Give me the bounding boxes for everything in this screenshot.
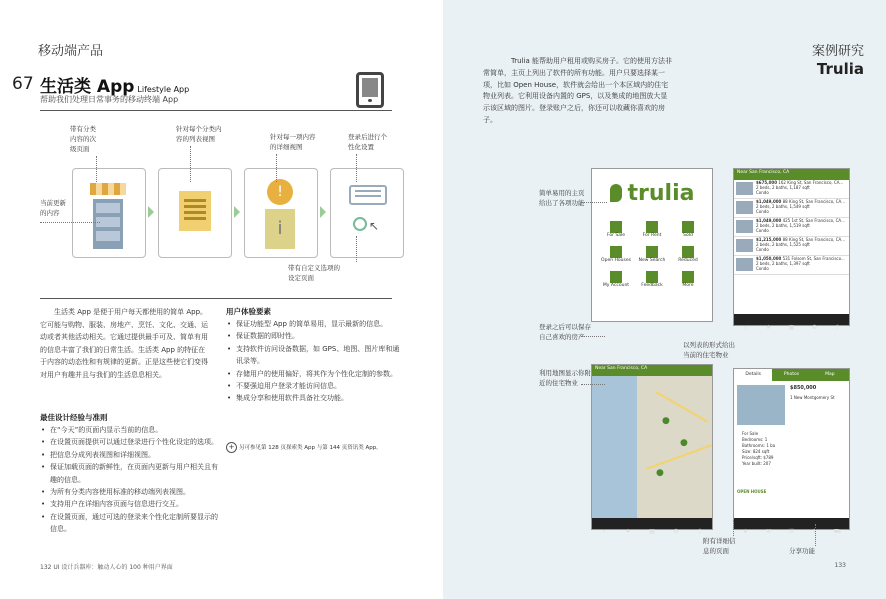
mail-icon[interactable]: ✉ <box>765 528 772 535</box>
note-current-updates: 当前更新 的内容 <box>40 199 66 217</box>
guideline-item: • 在设置页面，通过可选的登录来个性化定制所要显示的信息。 <box>50 511 222 536</box>
logo-text: trulia <box>627 180 695 206</box>
tab-bar <box>734 314 849 331</box>
page-footer: 132 UI 设计兵器库：触动人心的 100 种用户界面 <box>40 564 173 571</box>
trulia-map-screen <box>591 364 713 535</box>
case-intro: Trulia 能帮助用户租用或购买房子。它的使用方法非常简单，主页上列出了软件的所有功能。用户只要选择某一项，比如 Open House，软件就会给出一个本区域内的住宅物业列表。它利用设备内置的 GPS，以及集成的地图放大显示该区域的图片。登录账户之后，你还可以收藏你喜欢的房子。 <box>483 57 672 124</box>
detail-address: 1 New Montgomery St <box>790 395 835 400</box>
car-icon[interactable]: ⛟ <box>833 528 842 535</box>
tab-bar <box>734 518 849 535</box>
star-icon[interactable]: ★ <box>742 528 749 535</box>
house-icon <box>610 221 622 233</box>
search-icon <box>646 246 658 258</box>
search-icon[interactable]: ⌕ <box>743 324 748 331</box>
entry-title-text: 生活类 App <box>40 77 135 97</box>
tablet-icon <box>356 72 384 108</box>
for-rent-button[interactable]: For Rent <box>634 221 670 238</box>
store-awning-icon <box>90 183 126 195</box>
location-pin-icon <box>610 184 622 202</box>
title-rule <box>40 110 392 111</box>
diagram-card-list <box>158 168 232 258</box>
note-login-settings: 登录后进行个 性化设置 <box>348 133 387 151</box>
diagram-card-settings <box>330 168 404 258</box>
leader-line <box>733 520 734 536</box>
flow-arrow-icon <box>148 206 154 218</box>
more-button[interactable]: More <box>670 271 706 288</box>
ux-item: • 不要强迫用户登录才能访问信息。 <box>236 380 406 392</box>
leader-line <box>276 154 277 182</box>
more-dots-icon <box>682 271 694 283</box>
open-house-label: OPEN HOUSE <box>737 489 767 494</box>
map-pin-icon[interactable]: ● <box>662 416 670 426</box>
ux-item: • 保证功能型 App 的简单易用，显示最新的信息。 <box>236 318 406 330</box>
ux-item: • 存储用户的使用偏好，将其作为个性化定制的参数。 <box>236 368 406 380</box>
share-icon[interactable]: ⇪ <box>697 528 703 535</box>
grid-icon[interactable]: ▦ <box>788 324 795 331</box>
entry-title-en: Lifestyle App <box>137 85 190 94</box>
list-item[interactable]: $1,215,000 88 King St, San Francisco, CA... 2 beds, 2 baths, 1,525 sqft Condo <box>734 237 849 256</box>
home-button-grid <box>592 217 712 292</box>
trulia-detail-screen <box>733 368 850 535</box>
entry-number: 67 <box>12 74 34 94</box>
diagram-card-detail <box>244 168 318 258</box>
list-box-icon <box>179 191 211 231</box>
for-sale-button[interactable]: For Sale <box>598 221 634 238</box>
guideline-item: • 在设置页面提供可以通过登录进行个性化设定的选项。 <box>50 436 222 448</box>
guideline-item: • 支持用户在详细内容页面与信息进行交互。 <box>50 498 222 510</box>
flow-arrow-icon <box>320 206 326 218</box>
leader-line <box>40 222 100 223</box>
map-header: Near San Francisco, CA <box>592 365 712 376</box>
detail-tabs <box>734 369 849 381</box>
diagram-rule <box>40 298 392 299</box>
tab-map[interactable]: Map <box>825 372 835 377</box>
guidelines-heading: 最佳设计经验与准则 <box>40 413 108 422</box>
intro-paragraph: 生活类 App 是便于用户每天都使用的简单 App。它可能与购物、服装、房地产、烹饪、文化、交通、运动或者其他活动相关。它通过提供最手可及、简单有用的信息丰富了我们的日常生活。生活类 App 的特征在于内容的动态性和有规律的更新。正是这些使它们变得对用户有趣并且与我们的生活息息相关。 <box>40 308 208 379</box>
note-settings-page: 带有自定义选项的 设定页面 <box>288 264 340 282</box>
note-list: 以列表的形式给出 当前的住宅物业 <box>683 341 735 359</box>
leader-line <box>190 146 191 182</box>
guidelines-list <box>40 424 222 536</box>
case-title: Trulia <box>816 60 864 78</box>
gear-icon[interactable]: ⚙ <box>811 324 818 331</box>
case-study-label: 案例研究 <box>811 44 864 59</box>
note-map: 利用地图显示你附 近的住宅物业 <box>539 369 591 387</box>
new-search-button[interactable]: New Search <box>634 246 670 263</box>
list-item[interactable]: $1,050,000 531 Folsom St, San Francisco... 2 beds, 2 baths, 1,397 sqft Condo <box>734 256 849 275</box>
note-detail: 附有详细信 息的页面 <box>703 537 736 555</box>
guideline-item: • 为所有分类内容使用标准的移动端列表视图。 <box>50 486 222 498</box>
guideline-item: • 把信息分成列表视图和详细视图。 <box>50 449 222 461</box>
page-number: 133 <box>834 562 846 569</box>
tab-photos[interactable]: Photos <box>783 372 800 377</box>
map-view[interactable] <box>592 376 712 518</box>
list-item[interactable]: $675,000 162 King St, San Francisco, CA... 2 beds, 2 baths, 1,187 sqft Condo <box>734 180 849 199</box>
ux-heading: 用户体验要素 <box>226 307 271 316</box>
entry-subtitle: 帮助我们处理日常事务的移动终端 App <box>40 95 179 104</box>
down-arrow-icon <box>682 246 694 258</box>
leader-line <box>581 384 605 385</box>
detail-facts: For Sale Bedrooms: 1 Bathrooms: 1 ba Size: 824 sqft Price/sqft: $789 Year built: 207 <box>742 431 776 466</box>
trulia-list-screen <box>733 168 850 331</box>
open-house-icon <box>610 246 622 258</box>
section-label: 移动端产品 <box>38 44 104 59</box>
ux-item: • 保证数据的即时性。 <box>236 330 406 342</box>
phone-icon[interactable]: ☏ <box>787 528 796 535</box>
note-home: 简单易用的主页 给出了各项功能 <box>539 189 585 207</box>
note-share: 分享功能 <box>789 547 815 555</box>
note-favorites: 登录之后可以保存 自己喜欢的房产 <box>539 323 591 341</box>
sold-sign-icon <box>682 221 694 233</box>
guideline-item: • 保证加载页面的新鲜性，在页面内更新与用户相关且有趣的信息。 <box>50 461 222 486</box>
feedback-button[interactable]: Feedback <box>634 271 670 288</box>
map-pin-icon[interactable]: ● <box>680 438 688 448</box>
gear-icon[interactable]: ⚙ <box>673 528 679 535</box>
open-houses-button[interactable]: Open Houses <box>598 246 634 263</box>
my-account-button[interactable]: My Account <box>598 271 634 288</box>
trulia-home-screen <box>591 168 713 322</box>
leader-line <box>581 202 607 203</box>
chat-bubble-icon <box>646 271 658 283</box>
document-icon: i <box>265 209 295 249</box>
leader-line <box>581 336 605 337</box>
tab-bar <box>592 518 712 535</box>
see-also-note: 另可参见第 128 页探索类 App 与第 144 页资讯类 App。 <box>239 445 382 451</box>
note-detail-view: 针对每一项内容 的详细视图 <box>270 133 316 151</box>
drawer-cabinet-icon <box>93 199 123 249</box>
leader-line <box>356 154 357 182</box>
leader-line <box>96 156 97 182</box>
diagram-card-category <box>72 168 146 258</box>
search-icon[interactable]: ⌕ <box>602 528 606 535</box>
leader-line <box>356 236 357 262</box>
cursor-icon: ↖ <box>369 219 380 233</box>
property-photo[interactable] <box>737 385 785 425</box>
list-item[interactable]: $1,049,000 88 King St, San Francisco, CA... 2 beds, 2 baths, 1,549 sqft Condo <box>734 199 849 218</box>
user-icon <box>610 271 622 283</box>
ux-list <box>226 318 406 405</box>
share-icon[interactable]: ⇪ <box>811 528 818 535</box>
right-page <box>443 0 886 599</box>
note-category-page: 带有分类 内容的次 级页面 <box>70 125 96 153</box>
note-list-view: 针对每个分类内 容的列表视图 <box>176 125 222 143</box>
star-icon[interactable]: ★ <box>625 528 631 535</box>
list-header: Near San Francisco, CA <box>734 169 849 180</box>
login-form-icon <box>349 185 387 205</box>
reduced-button[interactable]: Reduced <box>670 246 706 263</box>
flow-arrow-icon <box>234 206 240 218</box>
building-icon <box>646 221 658 233</box>
trulia-logo <box>592 169 712 217</box>
leader-line <box>815 524 816 546</box>
map-pin-icon[interactable]: ● <box>656 468 664 478</box>
tab-details[interactable]: Details <box>734 369 772 381</box>
ux-item: • 集成分享和使用软件具备社交功能。 <box>236 392 406 404</box>
list-item[interactable]: $1,049,000 425 1st St, San Francisco, CA... 2 beds, 2 baths, 1,519 sqft Condo <box>734 218 849 237</box>
share-icon[interactable]: ⇪ <box>834 324 841 331</box>
sold-button[interactable]: Sold <box>670 221 706 238</box>
grid-icon[interactable]: ▦ <box>649 528 655 535</box>
star-icon[interactable]: ★ <box>765 324 772 331</box>
plus-icon: + <box>226 442 237 453</box>
gear-icon <box>353 217 367 231</box>
guideline-item: • 在“今天”的页面内显示当前的信息。 <box>50 424 222 436</box>
detail-price: $850,000 <box>790 385 817 391</box>
ux-item: • 支持软件访问设备数据，如 GPS、地图、图片库和通讯录等。 <box>236 343 406 368</box>
info-badge-icon: ! <box>267 179 293 205</box>
